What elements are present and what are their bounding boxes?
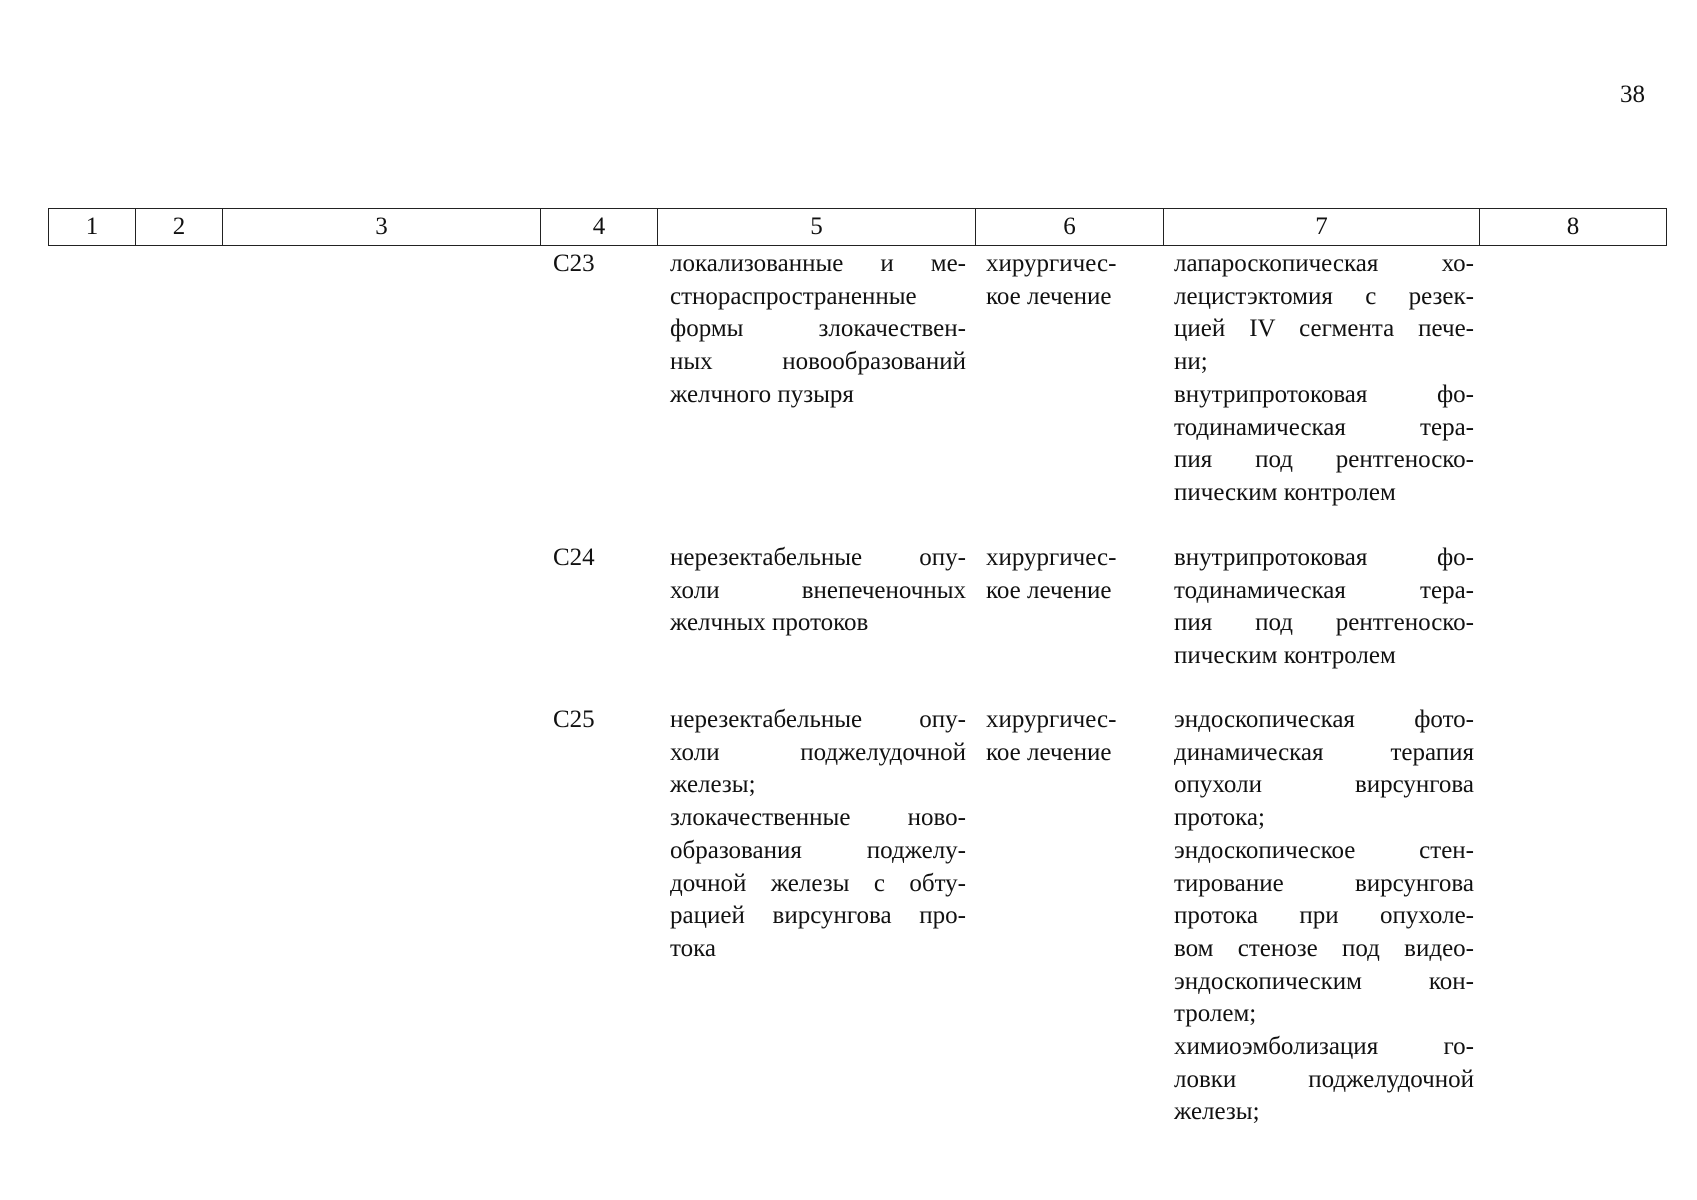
method-line: пия под рентгеноско- — [1174, 446, 1474, 474]
header-col-8: 8 — [1480, 209, 1667, 246]
header-col-6: 6 — [976, 209, 1164, 246]
method-line: протока при опухоле- — [1174, 902, 1474, 930]
method-line: опухоли вирсунгова — [1174, 771, 1474, 799]
diagnosis-line: желчных протоков — [670, 609, 869, 637]
treatment-method — [1174, 248, 1474, 510]
header-col-1: 1 — [49, 209, 136, 246]
treatment-type — [986, 542, 1142, 607]
diagnosis-code: C23 — [553, 250, 595, 277]
diagnosis-line: злокачественные ново- — [670, 804, 966, 832]
diagnosis-line: холи поджелудочной — [670, 738, 966, 766]
method-line: железы; — [1174, 1098, 1260, 1126]
method-line: тирование вирсунгова — [1174, 869, 1474, 897]
method-line: эндоскопическая фото- — [1174, 706, 1474, 733]
method-line: внутрипротоковая фо- — [1174, 544, 1474, 571]
treatment-line: кое лечение — [986, 282, 1112, 310]
header-col-5: 5 — [658, 209, 976, 246]
diagnosis-text — [670, 704, 966, 966]
diagnosis-line: дочной железы с обту- — [670, 869, 966, 897]
method-line: ловки поджелудочной — [1174, 1065, 1474, 1093]
treatment-line: хирургичес- — [986, 544, 1117, 571]
method-line: химиоэмболизация го- — [1174, 1033, 1474, 1061]
method-line: эндоскопическое стен- — [1174, 836, 1474, 864]
column-number-header — [48, 208, 1667, 246]
method-line: лецистэктомия с резек- — [1174, 282, 1474, 310]
diagnosis-line: локализованные и ме- — [670, 250, 966, 277]
treatment-type — [986, 248, 1142, 313]
treatment-line: кое лечение — [986, 738, 1112, 766]
diagnosis-line: образования поджелу- — [670, 836, 966, 864]
header-col-4: 4 — [541, 209, 658, 246]
method-line: цией IV сегмента пече- — [1174, 315, 1474, 343]
method-line: пическим контролем — [1174, 478, 1396, 506]
treatment-line: хирургичес- — [986, 250, 1117, 277]
method-line: тодинамическая тера- — [1174, 413, 1474, 441]
method-line: ни; — [1174, 348, 1208, 376]
treatment-method — [1174, 704, 1474, 1129]
method-line: тролем; — [1174, 1000, 1257, 1028]
diagnosis-line: ных новообразований — [670, 348, 966, 376]
method-line: тодинамическая тера- — [1174, 576, 1474, 604]
diagnosis-line: холи внепеченочных — [670, 576, 966, 604]
method-line: эндоскопическим кон- — [1174, 967, 1474, 995]
diagnosis-line: нерезектабельные опу- — [670, 544, 966, 571]
diagnosis-code: C25 — [553, 706, 595, 733]
diagnosis-code: C24 — [553, 544, 595, 571]
method-line: протока; — [1174, 804, 1265, 832]
method-line: пия под рентгеноско- — [1174, 609, 1474, 637]
diagnosis-line: стнораспространенные — [670, 282, 917, 310]
treatment-line: хирургичес- — [986, 706, 1117, 733]
treatment-type — [986, 704, 1142, 769]
diagnosis-line: формы злокачествен- — [670, 315, 966, 343]
method-line: пическим контролем — [1174, 642, 1396, 670]
treatment-line: кое лечение — [986, 576, 1112, 604]
treatment-method — [1174, 542, 1474, 673]
diagnosis-line: рацией вирсунгова про- — [670, 902, 966, 930]
diagnosis-line: желчного пузыря — [670, 380, 854, 408]
header-col-7: 7 — [1164, 209, 1480, 246]
diagnosis-line: тока — [670, 934, 716, 962]
method-line: лапароскопическая хо- — [1174, 250, 1474, 277]
header-col-3: 3 — [223, 209, 541, 246]
method-line: динамическая терапия — [1174, 738, 1474, 766]
diagnosis-text — [670, 248, 966, 412]
method-line: вом стенозе под видео- — [1174, 934, 1474, 962]
page-number: 38 — [1620, 81, 1645, 108]
diagnosis-line: нерезектабельные опу- — [670, 706, 966, 733]
header-col-2: 2 — [136, 209, 223, 246]
diagnosis-text — [670, 542, 966, 640]
diagnosis-line: железы; — [670, 771, 756, 799]
method-line: внутрипротоковая фо- — [1174, 380, 1474, 408]
